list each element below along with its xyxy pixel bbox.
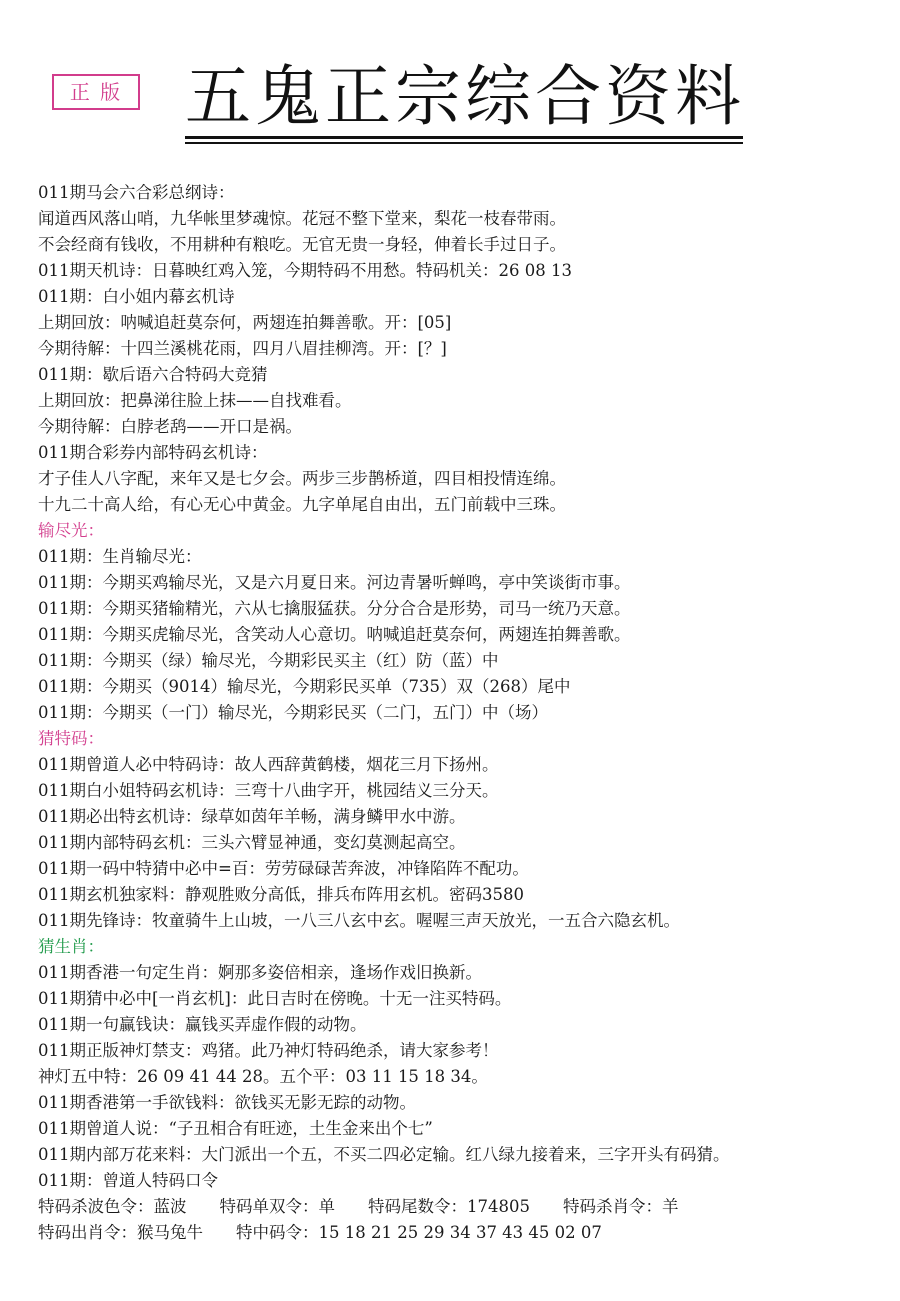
text-line: 011期天机诗：日暮映红鸡入笼，今期特码不用愁。特码机关：26 08 13 bbox=[38, 261, 572, 280]
text-line: 011期曾道人说：“子丑相合有旺迹，土生金来出个七” bbox=[38, 1119, 433, 1138]
text-line: 神灯五中特：26 09 41 44 28。五个平：03 11 15 18 34。 bbox=[38, 1067, 488, 1086]
text-line: 才子佳人八字配，来年又是七夕会。两步三步鹊桥道，四目相投情连绵。 bbox=[38, 469, 566, 488]
text-line: 011期：今期买（绿）输尽光，今期彩民买主（红）防（蓝）中 bbox=[38, 651, 499, 670]
text-line: 十九二十高人给，有心无心中黄金。九字单尾自由出，五门前载中三珠。 bbox=[38, 495, 566, 514]
text-line: 不会经商有钱收，不用耕种有粮吃。无官无贵一身轻，伸着长手过日子。 bbox=[38, 235, 566, 254]
section-heading: 猜特码： bbox=[38, 729, 104, 748]
text-line: 011期合彩券内部特码玄机诗： bbox=[38, 443, 268, 462]
text-line: 上期回放：把鼻涕往脸上抹——自找难看。 bbox=[38, 391, 352, 410]
text-line: 今期待解：十四兰溪桃花雨，四月八眉挂柳湾。开：[？] bbox=[38, 339, 447, 358]
text-line: 特码出肖令：猴马兔牛 特中码令：15 18 21 25 29 34 37 43 45 02 07 bbox=[38, 1223, 602, 1242]
title-underline-double bbox=[185, 142, 743, 144]
text-line: 011期玄机独家料：静观胜败分高低，排兵布阵用玄机。密码3580 bbox=[38, 885, 524, 904]
text-line: 011期猜中必中[一肖玄机]：此日吉时在傍晚。十无一注买特码。 bbox=[38, 989, 512, 1008]
text-line: 011期：今期买鸡输尽光，又是六月夏日来。河边青暑听蝉鸣，亭中笑谈街市事。 bbox=[38, 573, 631, 592]
text-line: 011期：今期买猪输精光，六从七擒服猛获。分分合合是形势，司马一统乃天意。 bbox=[38, 599, 631, 618]
text-line: 011期马会六合彩总纲诗： bbox=[38, 183, 235, 202]
text-line: 011期：生肖输尽光： bbox=[38, 547, 202, 566]
text-line: 011期：歇后语六合特码大竞猜 bbox=[38, 365, 268, 384]
version-badge: 正 版 bbox=[52, 74, 140, 110]
text-line: 011期一码中特猜中必中=百：劳劳碌碌苦奔波，冲锋陷阵不配功。 bbox=[38, 859, 529, 878]
content-body bbox=[38, 180, 888, 1246]
section-heading: 输尽光： bbox=[38, 521, 104, 540]
text-line: 011期：今期买（一门）输尽光，今期彩民买（二门，五门）中（场） bbox=[38, 703, 548, 722]
title-underline bbox=[185, 136, 743, 139]
text-line: 011期必出特玄机诗：绿草如茵年羊畅，满身鳞甲水中游。 bbox=[38, 807, 466, 826]
text-line: 011期内部万花来料：大门派出一个五，不买二四必定输。红八绿九接着来，三字开头有码猜。 bbox=[38, 1145, 730, 1164]
text-line: 011期香港一句定生肖：婀那多姿倍相亲，逢场作戏旧换新。 bbox=[38, 963, 482, 982]
text-line: 闻道西风落山哨，九华帐里梦魂惊。花冠不整下堂来，梨花一枝春带雨。 bbox=[38, 209, 566, 228]
text-line: 011期正版神灯禁支：鸡猪。此乃神灯特码绝杀，请大家参考！ bbox=[38, 1041, 499, 1060]
text-line: 011期：今期买虎输尽光，含笑动人心意切。呐喊追赶莫奈何，两翅连拍舞善歌。 bbox=[38, 625, 631, 644]
text-line: 今期待解：白脖老鸹——开口是祸。 bbox=[38, 417, 302, 436]
text-line: 011期香港第一手欲钱料：欲钱买无影无踪的动物。 bbox=[38, 1093, 416, 1112]
text-line: 011期曾道人必中特码诗：故人西辞黄鹤楼，烟花三月下扬州。 bbox=[38, 755, 499, 774]
text-line: 011期内部特码玄机：三头六臂显神通，变幻莫测起高空。 bbox=[38, 833, 466, 852]
text-line: 011期一句赢钱诀：赢钱买弄虚作假的动物。 bbox=[38, 1015, 367, 1034]
text-line: 011期：今期买（9014）输尽光，今期彩民买单（735）双（268）尾中 bbox=[38, 677, 571, 696]
page-title: 五鬼正宗综合资料 bbox=[185, 58, 745, 135]
text-line: 011期先锋诗：牧童骑牛上山坡，一八三八玄中玄。喔喔三声天放光，一五合六隐玄机。 bbox=[38, 911, 680, 930]
text-line: 特码杀波色令：蓝波 特码单双令：单 特码尾数令：174805 特码杀肖令：羊 bbox=[38, 1197, 679, 1216]
text-line: 011期：白小姐内幕玄机诗 bbox=[38, 287, 235, 306]
text-line: 011期：曾道人特码口令 bbox=[38, 1171, 218, 1190]
text-line: 011期白小姐特码玄机诗：三弯十八曲字开，桃园结义三分天。 bbox=[38, 781, 499, 800]
text-line: 上期回放：呐喊追赶莫奈何，两翅连拍舞善歌。开：[05] bbox=[38, 313, 452, 332]
section-heading: 猜生肖： bbox=[38, 937, 104, 956]
